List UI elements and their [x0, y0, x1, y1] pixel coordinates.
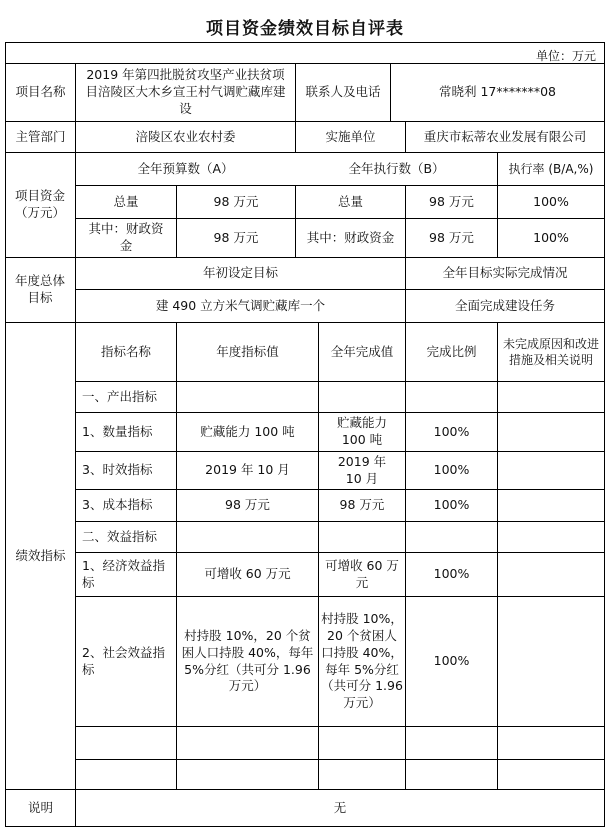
remark-label: 说明 [27, 799, 53, 815]
initial-goal-header: 年初设定目标 [202, 265, 278, 281]
completion-ratio: 100% [433, 653, 470, 669]
annual-value: 村持股 10%，20 个贫困人口持股 40%，每年 5%分红（共可分 1.96 万元） [181, 627, 314, 694]
performance-label: 绩效指标 [15, 547, 66, 563]
total-label: 总量 [113, 193, 139, 209]
completion-ratio-header: 完成比例 [426, 343, 477, 359]
fiscal-rate: 100% [533, 229, 569, 245]
annual-value: 2019 年 10 月 [205, 462, 290, 478]
indicator-name: 二、效益指标 [82, 528, 158, 544]
table-rule [75, 759, 605, 760]
annual-budget-header: 全年预算数（A） [137, 160, 234, 176]
annual-value: 98 万元 [225, 497, 270, 513]
total-rate: 100% [533, 193, 569, 209]
exec-rate-header: 执行率 (B/A,%) [508, 161, 594, 176]
completed-value-header: 全年完成值 [330, 343, 394, 359]
department-label: 主管部门 [15, 128, 66, 144]
completed-value: 可增收 60 万元 [325, 557, 399, 590]
project-name-value: 2019 年第四批脱贫攻坚产业扶贫项目涪陵区大木乡宣王村气调贮藏库建设 [85, 67, 286, 116]
annual-value: 贮藏能力 100 吨 [200, 423, 295, 439]
overall-goal-label: 年度总体目标 [14, 273, 65, 305]
table-rule [5, 42, 605, 43]
completed-value: 98 万元 [339, 497, 385, 513]
completed-value: 2019 年 10 月 [337, 453, 387, 486]
fiscal-exec: 98 万元 [429, 229, 474, 245]
completion-ratio: 100% [433, 497, 470, 513]
form-title: 项目资金绩效目标自评表 [206, 19, 404, 39]
indicator-name: 一、产出指标 [82, 388, 158, 404]
indicator-name: 1、数量指标 [82, 423, 153, 439]
remark-value: 无 [333, 799, 347, 815]
annual-value-header: 年度指标值 [216, 343, 279, 359]
completion-ratio: 100% [433, 462, 470, 478]
fiscal-label: 其中：财政资金 [88, 221, 164, 253]
reason-note-header: 未完成原因和改进措施及相关说明 [502, 336, 599, 367]
completion-ratio: 100% [433, 566, 470, 582]
total-budget: 98 万元 [213, 193, 259, 209]
funds-label: 项目资金（万元） [14, 188, 65, 220]
department-value: 涪陵区农业农村委 [135, 128, 236, 144]
annual-exec-header: 全年执行数（B） [348, 160, 445, 176]
table-rule [5, 826, 605, 827]
indicator-name: 1、经济效益指标 [82, 557, 165, 590]
table-rule [497, 322, 498, 789]
project-name-label: 项目名称 [15, 84, 66, 100]
fiscal-budget: 98 万元 [213, 229, 259, 245]
unit-label: 单位：万元 [535, 49, 596, 63]
initial-goal-value: 建 490 立方米气调贮藏库一个 [155, 297, 326, 313]
impl-unit-value: 重庆市耘蒂农业发展有限公司 [423, 128, 587, 144]
indicator-name-header: 指标名称 [100, 343, 151, 359]
completion-ratio: 100% [433, 423, 470, 439]
contact-value: 常晓利 17*******08 [438, 84, 557, 100]
annual-value: 可增收 60 万元 [204, 566, 291, 582]
contact-label: 联系人及电话 [305, 84, 381, 100]
table-rule [604, 42, 605, 827]
completed-value: 贮藏能力 100 吨 [336, 415, 387, 447]
total-exec-label: 总量 [337, 193, 363, 209]
impl-unit-label: 实施单位 [325, 128, 376, 144]
fiscal-exec-label: 其中：财政资金 [306, 229, 395, 245]
total-exec: 98 万元 [429, 193, 474, 209]
actual-completion-value: 全面完成建设任务 [454, 297, 555, 313]
table-rule [75, 726, 605, 727]
indicator-name: 2、社会效益指标 [82, 644, 165, 677]
completed-value: 村持股 10%，20 个贫困人口持股 40%，每年 5%分红（共可分 1.96 万元） [321, 610, 403, 711]
actual-completion-header: 全年目标实际完成情况 [442, 265, 568, 281]
indicator-name: 3、时效指标 [82, 462, 153, 478]
indicator-name: 3、成本指标 [82, 497, 153, 513]
